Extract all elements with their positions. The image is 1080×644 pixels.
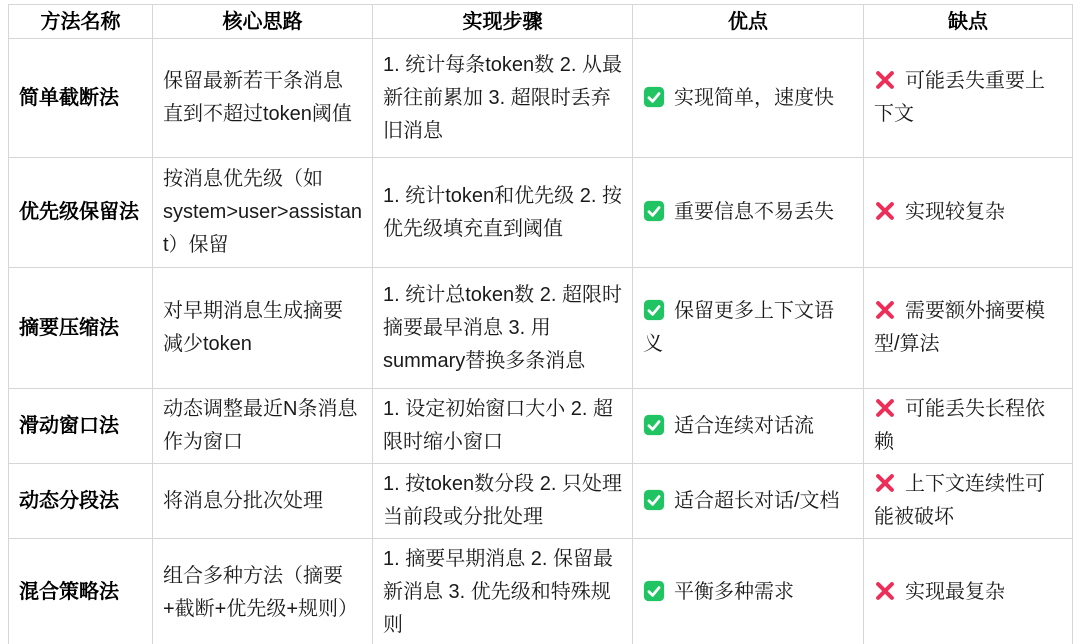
cons-cell	[864, 389, 1073, 464]
column-header-cons: 缺点	[864, 5, 1073, 39]
cons-text: 可能丢失重要上下文	[874, 70, 1045, 125]
cons-text: 需要额外摘要模型/算法	[874, 300, 1045, 355]
column-header-core-idea: 核心思路	[153, 5, 373, 39]
pros-cell	[633, 268, 864, 389]
cons-cell	[864, 464, 1073, 539]
check-icon	[643, 200, 665, 222]
cons-cell	[864, 539, 1073, 644]
steps-cell: 1. 统计总token数 2. 超限时摘要最早消息 3. 用summary替换多条消息	[373, 268, 633, 389]
core-idea-cell: 对早期消息生成摘要减少token	[153, 268, 373, 389]
method-name-cell: 摘要压缩法	[9, 268, 153, 389]
steps-cell: 1. 统计每条token数 2. 从最新往前累加 3. 超限时丢弃旧消息	[373, 39, 633, 158]
pros-text: 重要信息不易丢失	[674, 201, 834, 223]
method-name-cell: 优先级保留法	[9, 158, 153, 268]
methods-comparison-table	[8, 4, 1073, 644]
core-idea-cell: 动态调整最近N条消息作为窗口	[153, 389, 373, 464]
pros-text: 适合超长对话/文档	[674, 489, 840, 512]
check-icon	[643, 299, 665, 321]
table-row	[9, 464, 1073, 539]
pros-text: 平衡多种需求	[674, 581, 794, 603]
core-idea-cell: 按消息优先级（如system>user>assistant）保留	[153, 158, 373, 268]
table-row	[9, 539, 1073, 644]
table-row	[9, 158, 1073, 268]
check-icon	[643, 414, 665, 436]
cross-icon	[874, 69, 896, 91]
method-name-cell: 混合策略法	[9, 539, 153, 644]
method-name-cell: 滑动窗口法	[9, 389, 153, 464]
cons-text: 实现较复杂	[905, 201, 1005, 223]
pros-cell	[633, 158, 864, 268]
core-idea-cell: 将消息分批次处理	[153, 464, 373, 539]
core-idea-cell: 保留最新若干条消息直到不超过token阈值	[153, 39, 373, 158]
cons-text: 上下文连续性可能被破坏	[874, 473, 1045, 528]
pros-cell	[633, 389, 864, 464]
steps-cell: 1. 设定初始窗口大小 2. 超限时缩小窗口	[373, 389, 633, 464]
cross-icon	[874, 397, 896, 419]
check-icon	[643, 489, 665, 511]
steps-cell: 1. 按token数分段 2. 只处理当前段或分批处理	[373, 464, 633, 539]
method-name-cell: 动态分段法	[9, 464, 153, 539]
cons-cell	[864, 39, 1073, 158]
steps-cell: 1. 摘要早期消息 2. 保留最新消息 3. 优先级和特殊规则	[373, 539, 633, 644]
cross-icon	[874, 580, 896, 602]
table-row	[9, 389, 1073, 464]
pros-cell	[633, 464, 864, 539]
steps-cell: 1. 统计token和优先级 2. 按优先级填充直到阈值	[373, 158, 633, 268]
table-row	[9, 268, 1073, 389]
cons-text: 可能丢失长程依赖	[874, 398, 1045, 453]
cross-icon	[874, 299, 896, 321]
column-header-steps: 实现步骤	[373, 5, 633, 39]
pros-text: 实现简单，速度快	[674, 86, 834, 109]
table-row	[9, 39, 1073, 158]
column-header-method-name: 方法名称	[9, 5, 153, 39]
pros-cell	[633, 539, 864, 644]
cross-icon	[874, 200, 896, 222]
method-name-cell: 简单截断法	[9, 39, 153, 158]
cons-cell	[864, 268, 1073, 389]
cons-cell	[864, 158, 1073, 268]
cons-text: 实现最复杂	[905, 581, 1005, 603]
check-icon	[643, 580, 665, 602]
core-idea-cell: 组合多种方法（摘要+截断+优先级+规则）	[153, 539, 373, 644]
pros-text: 保留更多上下文语义	[643, 300, 834, 355]
column-header-pros: 优点	[633, 5, 864, 39]
check-icon	[643, 86, 665, 108]
pros-text: 适合连续对话流	[674, 414, 814, 437]
header-row	[9, 5, 1073, 39]
cross-icon	[874, 472, 896, 494]
pros-cell	[633, 39, 864, 158]
